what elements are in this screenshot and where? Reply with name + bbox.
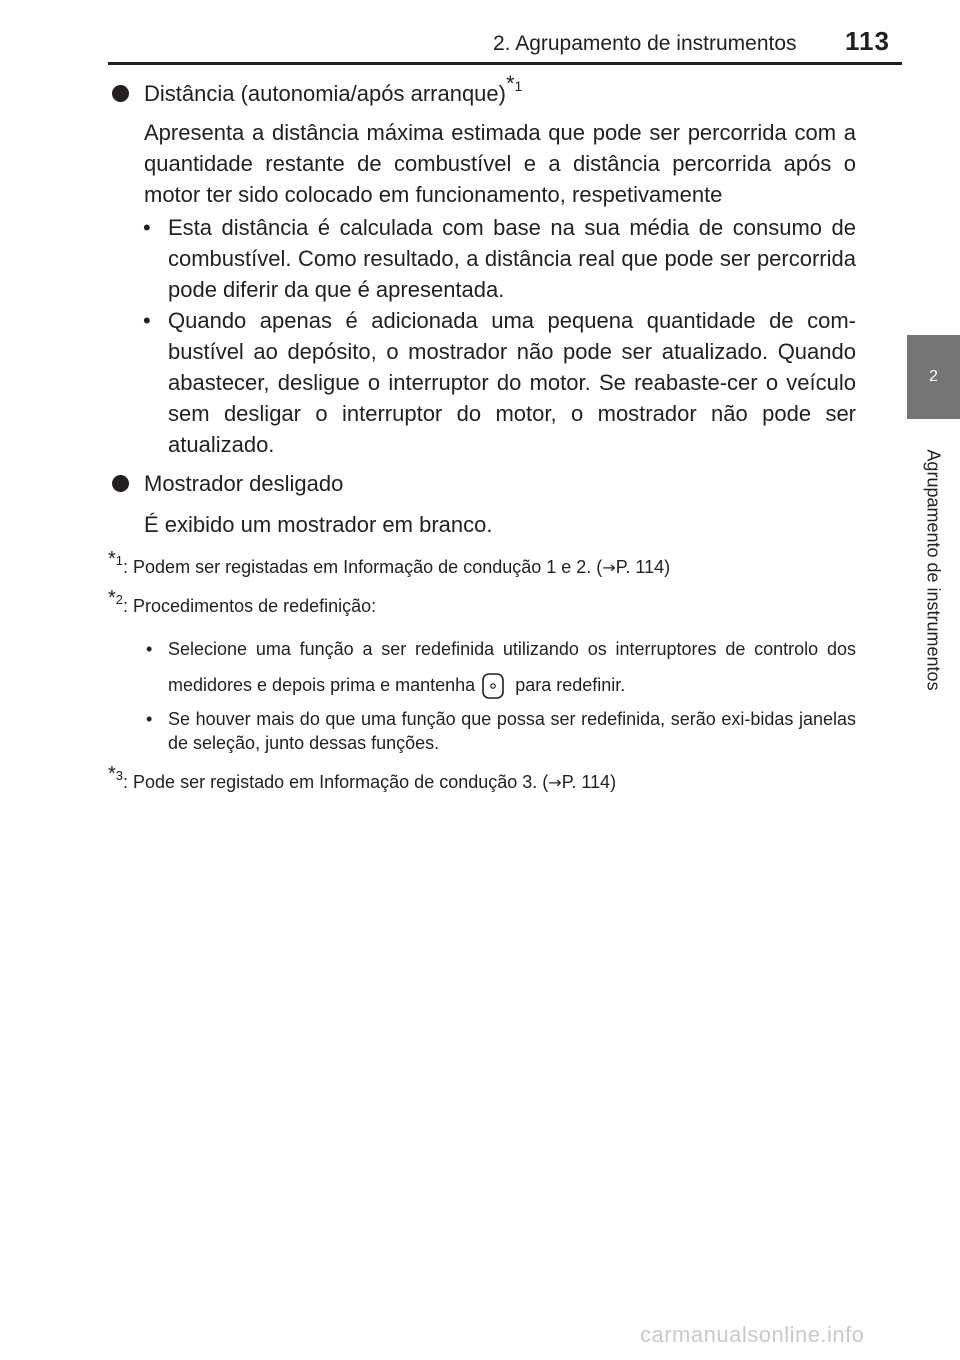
list-item-text: Esta distância é calculada com base na sua média de consumo de combustível. Como resultado, a distância real que pode ser percorrida pode diferir da que é apresentada. xyxy=(168,215,856,302)
footnote: $^{*3}$: Pode ser registado em Informação de condução 3. (→P. 114) xyxy=(108,763,617,792)
bullet-marker: • xyxy=(143,308,151,333)
bullet-marker: • xyxy=(143,215,151,240)
bullet-marker: • xyxy=(146,709,153,729)
list-item-text: Quando apenas é adicionada uma pequena quantidade de com-bustível ao depósito, o mostrador não pode ser atualizado. Quando abastecer, desligue o interruptor do motor. Se reabaste-cer o veículo sem desligar o interruptor do motor, o mostrador não pode ser atualizado. xyxy=(168,308,856,457)
arrow-right-icon: → xyxy=(602,558,616,577)
page-content xyxy=(108,72,856,796)
footnote: $^{*2}$: Procedimentos de redefinição: xyxy=(108,587,377,616)
chapter-label: Agrupamento de instrumentos xyxy=(923,449,944,691)
page-number: 113 xyxy=(845,26,890,56)
arrow-right-icon: → xyxy=(548,773,562,792)
footnote: $^{*1}$: Podem ser registadas em Informação de condução 1 e 2. (→P. 114) xyxy=(108,548,671,577)
header-divider xyxy=(108,62,902,65)
section-heading xyxy=(108,71,856,109)
list-item: • Se houver mais do que uma função que possa ser redefinida, serão exi-bidas janelas de seleção, junto dessas funções. xyxy=(146,709,856,753)
section-heading-text: Distância (autonomia/após arranque) xyxy=(144,81,506,106)
bullet-marker: • xyxy=(146,639,153,659)
section-heading xyxy=(108,468,856,499)
section-heading-text: Mostrador desligado xyxy=(144,471,344,496)
chapter-number: 2 xyxy=(929,368,938,385)
footnote-ref: *1 xyxy=(505,71,523,96)
section-body: É exibido um mostrador em branco. xyxy=(144,512,493,537)
list-item: • Selecione uma função a ser redefinida utilizando os interruptores de controlo dos medidores e depois prima e mantenha para redefinir. xyxy=(108,631,856,703)
bullet-dot-icon xyxy=(112,85,129,102)
chapter-tab xyxy=(907,335,960,419)
bullet-dot-icon xyxy=(112,475,129,492)
list-item xyxy=(108,305,856,460)
watermark: carmanualsonline.info xyxy=(640,1322,865,1347)
section-body: Apresenta a distância máxima estimada que pode ser percorrida com a quantidade restante de combustível e a distância percorrida após o motor ter sido colocado em funcionamento, respetivamente xyxy=(144,120,856,207)
reset-switch-icon xyxy=(481,672,505,700)
section-title: 2. Agrupamento de instrumentos xyxy=(493,32,797,55)
list-item xyxy=(108,212,856,305)
